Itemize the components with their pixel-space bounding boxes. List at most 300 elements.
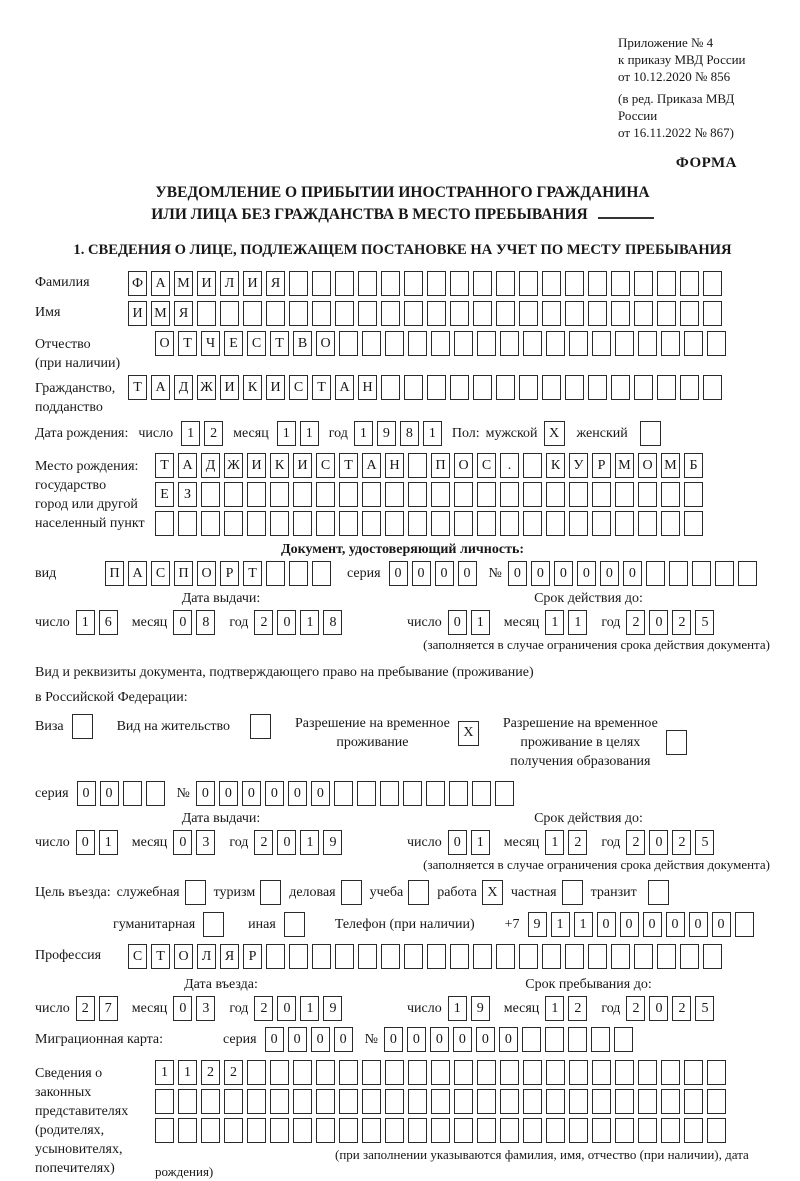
char-cell[interactable]: [381, 375, 400, 400]
purpose-work-checkbox[interactable]: X: [482, 880, 503, 905]
char-cell[interactable]: [404, 944, 423, 969]
char-cell[interactable]: [404, 375, 423, 400]
char-cell[interactable]: У: [569, 453, 588, 478]
char-cell[interactable]: 5: [695, 996, 714, 1021]
char-cell[interactable]: [523, 1060, 542, 1085]
char-cell[interactable]: [247, 1118, 266, 1143]
char-cell[interactable]: О: [197, 561, 216, 586]
char-cell[interactable]: [638, 482, 657, 507]
char-cell[interactable]: К: [546, 453, 565, 478]
char-cell[interactable]: [542, 301, 561, 326]
char-cell[interactable]: 1: [300, 830, 319, 855]
char-cell[interactable]: [588, 301, 607, 326]
char-cell[interactable]: [380, 781, 399, 806]
char-cell[interactable]: [220, 301, 239, 326]
char-cell[interactable]: 0: [265, 1027, 284, 1052]
char-cell[interactable]: 0: [499, 1027, 518, 1052]
char-cell[interactable]: 0: [412, 561, 431, 586]
char-cell[interactable]: 1: [99, 830, 118, 855]
char-cell[interactable]: [312, 944, 331, 969]
char-cell[interactable]: [289, 561, 308, 586]
char-cell[interactable]: П: [431, 453, 450, 478]
char-cell[interactable]: 1: [155, 1060, 174, 1085]
char-cell[interactable]: Н: [385, 453, 404, 478]
char-cell[interactable]: 0: [311, 781, 330, 806]
char-cell[interactable]: [707, 1089, 726, 1114]
char-cell[interactable]: [634, 271, 653, 296]
char-cell[interactable]: 0: [311, 1027, 330, 1052]
char-cell[interactable]: 1: [545, 830, 564, 855]
purpose-humanitarian-checkbox[interactable]: [203, 912, 224, 937]
char-cell[interactable]: [316, 1060, 335, 1085]
char-cell[interactable]: [431, 331, 450, 356]
char-cell[interactable]: [404, 301, 423, 326]
char-cell[interactable]: 0: [288, 1027, 307, 1052]
char-cell[interactable]: Р: [592, 453, 611, 478]
char-cell[interactable]: [224, 511, 243, 536]
char-cell[interactable]: .: [500, 453, 519, 478]
char-cell[interactable]: 0: [288, 781, 307, 806]
char-cell[interactable]: [707, 1118, 726, 1143]
char-cell[interactable]: [450, 944, 469, 969]
char-cell[interactable]: [247, 1089, 266, 1114]
char-cell[interactable]: [431, 1060, 450, 1085]
char-cell[interactable]: [247, 1060, 266, 1085]
char-cell[interactable]: [500, 1118, 519, 1143]
char-cell[interactable]: [568, 1027, 587, 1052]
char-cell[interactable]: [703, 301, 722, 326]
char-cell[interactable]: [500, 331, 519, 356]
char-cell[interactable]: [178, 1118, 197, 1143]
char-cell[interactable]: [477, 331, 496, 356]
char-cell[interactable]: [546, 1089, 565, 1114]
char-cell[interactable]: [473, 301, 492, 326]
char-cell[interactable]: 0: [508, 561, 527, 586]
char-cell[interactable]: 0: [620, 912, 639, 937]
char-cell[interactable]: [450, 301, 469, 326]
char-cell[interactable]: [569, 1089, 588, 1114]
char-cell[interactable]: 0: [448, 610, 467, 635]
char-cell[interactable]: [715, 561, 734, 586]
char-cell[interactable]: [201, 511, 220, 536]
char-cell[interactable]: [477, 1089, 496, 1114]
char-cell[interactable]: 9: [323, 996, 342, 1021]
visa-checkbox[interactable]: [72, 714, 93, 739]
char-cell[interactable]: 1: [545, 610, 564, 635]
char-cell[interactable]: [385, 482, 404, 507]
char-cell[interactable]: 0: [448, 830, 467, 855]
char-cell[interactable]: 0: [334, 1027, 353, 1052]
char-cell[interactable]: 2: [254, 830, 273, 855]
char-cell[interactable]: [408, 453, 427, 478]
char-cell[interactable]: [408, 482, 427, 507]
char-cell[interactable]: [293, 482, 312, 507]
char-cell[interactable]: 2: [626, 830, 645, 855]
char-cell[interactable]: 0: [476, 1027, 495, 1052]
char-cell[interactable]: А: [362, 453, 381, 478]
char-cell[interactable]: 2: [76, 996, 95, 1021]
char-cell[interactable]: [408, 1060, 427, 1085]
char-cell[interactable]: [638, 1060, 657, 1085]
char-cell[interactable]: 5: [695, 610, 714, 635]
char-cell[interactable]: [638, 1118, 657, 1143]
char-cell[interactable]: [477, 1060, 496, 1085]
char-cell[interactable]: 9: [471, 996, 490, 1021]
char-cell[interactable]: 0: [389, 561, 408, 586]
char-cell[interactable]: [684, 1118, 703, 1143]
char-cell[interactable]: И: [293, 453, 312, 478]
char-cell[interactable]: [358, 944, 377, 969]
char-cell[interactable]: 0: [76, 830, 95, 855]
char-cell[interactable]: [615, 511, 634, 536]
char-cell[interactable]: 1: [181, 421, 200, 446]
char-cell[interactable]: И: [197, 271, 216, 296]
char-cell[interactable]: [358, 301, 377, 326]
char-cell[interactable]: [449, 781, 468, 806]
char-cell[interactable]: [519, 944, 538, 969]
char-cell[interactable]: [542, 271, 561, 296]
char-cell[interactable]: 0: [649, 996, 668, 1021]
char-cell[interactable]: [477, 511, 496, 536]
char-cell[interactable]: [546, 482, 565, 507]
char-cell[interactable]: 1: [551, 912, 570, 937]
char-cell[interactable]: 1: [545, 996, 564, 1021]
char-cell[interactable]: П: [105, 561, 124, 586]
char-cell[interactable]: [592, 482, 611, 507]
char-cell[interactable]: 2: [626, 996, 645, 1021]
char-cell[interactable]: 0: [623, 561, 642, 586]
char-cell[interactable]: С: [316, 453, 335, 478]
char-cell[interactable]: [362, 331, 381, 356]
char-cell[interactable]: [680, 271, 699, 296]
char-cell[interactable]: [146, 781, 165, 806]
char-cell[interactable]: 8: [400, 421, 419, 446]
char-cell[interactable]: [588, 271, 607, 296]
char-cell[interactable]: [243, 301, 262, 326]
char-cell[interactable]: Т: [128, 375, 147, 400]
char-cell[interactable]: [519, 271, 538, 296]
char-cell[interactable]: [684, 482, 703, 507]
char-cell[interactable]: [316, 1089, 335, 1114]
char-cell[interactable]: [362, 1118, 381, 1143]
char-cell[interactable]: 0: [712, 912, 731, 937]
char-cell[interactable]: [661, 482, 680, 507]
char-cell[interactable]: [431, 1089, 450, 1114]
char-cell[interactable]: 2: [204, 421, 223, 446]
char-cell[interactable]: [201, 482, 220, 507]
char-cell[interactable]: [155, 1118, 174, 1143]
char-cell[interactable]: 1: [354, 421, 373, 446]
char-cell[interactable]: 0: [173, 996, 192, 1021]
char-cell[interactable]: Т: [339, 453, 358, 478]
char-cell[interactable]: 0: [384, 1027, 403, 1052]
char-cell[interactable]: [312, 271, 331, 296]
char-cell[interactable]: 0: [407, 1027, 426, 1052]
char-cell[interactable]: [735, 912, 754, 937]
char-cell[interactable]: [224, 1118, 243, 1143]
purpose-private-checkbox[interactable]: [562, 880, 583, 905]
char-cell[interactable]: 7: [99, 996, 118, 1021]
char-cell[interactable]: [362, 1089, 381, 1114]
char-cell[interactable]: 9: [528, 912, 547, 937]
char-cell[interactable]: [381, 944, 400, 969]
char-cell[interactable]: И: [243, 271, 262, 296]
char-cell[interactable]: [496, 271, 515, 296]
char-cell[interactable]: [565, 944, 584, 969]
char-cell[interactable]: [197, 301, 216, 326]
char-cell[interactable]: [293, 1118, 312, 1143]
char-cell[interactable]: [381, 271, 400, 296]
char-cell[interactable]: [684, 1089, 703, 1114]
char-cell[interactable]: [500, 511, 519, 536]
char-cell[interactable]: [339, 482, 358, 507]
char-cell[interactable]: [362, 511, 381, 536]
char-cell[interactable]: [680, 375, 699, 400]
char-cell[interactable]: 2: [254, 996, 273, 1021]
char-cell[interactable]: [591, 1027, 610, 1052]
char-cell[interactable]: [496, 944, 515, 969]
char-cell[interactable]: [657, 301, 676, 326]
char-cell[interactable]: [316, 1118, 335, 1143]
char-cell[interactable]: [692, 561, 711, 586]
char-cell[interactable]: 0: [277, 996, 296, 1021]
char-cell[interactable]: [335, 301, 354, 326]
char-cell[interactable]: 3: [196, 996, 215, 1021]
char-cell[interactable]: [334, 781, 353, 806]
char-cell[interactable]: [638, 331, 657, 356]
char-cell[interactable]: С: [247, 331, 266, 356]
char-cell[interactable]: [684, 511, 703, 536]
char-cell[interactable]: К: [270, 453, 289, 478]
char-cell[interactable]: 1: [574, 912, 593, 937]
char-cell[interactable]: [657, 271, 676, 296]
purpose-tourism-checkbox[interactable]: [260, 880, 281, 905]
char-cell[interactable]: [646, 561, 665, 586]
char-cell[interactable]: 2: [672, 996, 691, 1021]
char-cell[interactable]: 0: [554, 561, 573, 586]
char-cell[interactable]: [385, 331, 404, 356]
char-cell[interactable]: М: [174, 271, 193, 296]
char-cell[interactable]: [569, 1118, 588, 1143]
char-cell[interactable]: 0: [265, 781, 284, 806]
char-cell[interactable]: [477, 482, 496, 507]
char-cell[interactable]: Д: [174, 375, 193, 400]
char-cell[interactable]: [569, 482, 588, 507]
char-cell[interactable]: Р: [220, 561, 239, 586]
char-cell[interactable]: 1: [300, 996, 319, 1021]
char-cell[interactable]: [592, 511, 611, 536]
char-cell[interactable]: С: [477, 453, 496, 478]
char-cell[interactable]: [224, 482, 243, 507]
char-cell[interactable]: [224, 1089, 243, 1114]
char-cell[interactable]: 0: [219, 781, 238, 806]
char-cell[interactable]: Р: [243, 944, 262, 969]
char-cell[interactable]: Л: [197, 944, 216, 969]
char-cell[interactable]: [565, 271, 584, 296]
char-cell[interactable]: [357, 781, 376, 806]
char-cell[interactable]: [523, 1118, 542, 1143]
char-cell[interactable]: [611, 301, 630, 326]
char-cell[interactable]: [293, 511, 312, 536]
char-cell[interactable]: [293, 1060, 312, 1085]
char-cell[interactable]: [569, 331, 588, 356]
char-cell[interactable]: [473, 375, 492, 400]
char-cell[interactable]: [495, 781, 514, 806]
char-cell[interactable]: 0: [196, 781, 215, 806]
char-cell[interactable]: [426, 781, 445, 806]
char-cell[interactable]: [289, 944, 308, 969]
char-cell[interactable]: Т: [243, 561, 262, 586]
char-cell[interactable]: [592, 331, 611, 356]
char-cell[interactable]: [178, 1089, 197, 1114]
char-cell[interactable]: [615, 1060, 634, 1085]
char-cell[interactable]: [615, 1118, 634, 1143]
char-cell[interactable]: 2: [626, 610, 645, 635]
char-cell[interactable]: 9: [377, 421, 396, 446]
char-cell[interactable]: [546, 331, 565, 356]
char-cell[interactable]: 1: [76, 610, 95, 635]
char-cell[interactable]: [703, 375, 722, 400]
char-cell[interactable]: [450, 271, 469, 296]
char-cell[interactable]: А: [128, 561, 147, 586]
temp-residence-checkbox[interactable]: X: [458, 721, 479, 746]
char-cell[interactable]: 2: [254, 610, 273, 635]
char-cell[interactable]: [339, 1060, 358, 1085]
char-cell[interactable]: [454, 482, 473, 507]
purpose-other-checkbox[interactable]: [284, 912, 305, 937]
char-cell[interactable]: [339, 331, 358, 356]
char-cell[interactable]: [427, 271, 446, 296]
char-cell[interactable]: [703, 271, 722, 296]
char-cell[interactable]: [472, 781, 491, 806]
char-cell[interactable]: Ж: [224, 453, 243, 478]
purpose-study-checkbox[interactable]: [408, 880, 429, 905]
char-cell[interactable]: [592, 1118, 611, 1143]
char-cell[interactable]: О: [174, 944, 193, 969]
char-cell[interactable]: [408, 1089, 427, 1114]
sex-female-checkbox[interactable]: [640, 421, 661, 446]
char-cell[interactable]: [615, 1089, 634, 1114]
char-cell[interactable]: 2: [201, 1060, 220, 1085]
char-cell[interactable]: [519, 301, 538, 326]
char-cell[interactable]: П: [174, 561, 193, 586]
char-cell[interactable]: Я: [174, 301, 193, 326]
char-cell[interactable]: И: [220, 375, 239, 400]
char-cell[interactable]: 0: [242, 781, 261, 806]
char-cell[interactable]: [611, 944, 630, 969]
char-cell[interactable]: Ж: [197, 375, 216, 400]
char-cell[interactable]: [738, 561, 757, 586]
char-cell[interactable]: 8: [196, 610, 215, 635]
char-cell[interactable]: 1: [300, 610, 319, 635]
char-cell[interactable]: Е: [155, 482, 174, 507]
char-cell[interactable]: [270, 1118, 289, 1143]
char-cell[interactable]: [385, 511, 404, 536]
char-cell[interactable]: И: [128, 301, 147, 326]
char-cell[interactable]: [661, 331, 680, 356]
char-cell[interactable]: [496, 301, 515, 326]
char-cell[interactable]: [270, 482, 289, 507]
char-cell[interactable]: 6: [99, 610, 118, 635]
char-cell[interactable]: [634, 944, 653, 969]
char-cell[interactable]: [408, 331, 427, 356]
char-cell[interactable]: 0: [277, 610, 296, 635]
char-cell[interactable]: [615, 331, 634, 356]
char-cell[interactable]: 0: [666, 912, 685, 937]
char-cell[interactable]: А: [151, 375, 170, 400]
char-cell[interactable]: [335, 271, 354, 296]
purpose-business-checkbox[interactable]: [341, 880, 362, 905]
char-cell[interactable]: В: [293, 331, 312, 356]
char-cell[interactable]: [523, 511, 542, 536]
char-cell[interactable]: Ч: [201, 331, 220, 356]
char-cell[interactable]: [680, 944, 699, 969]
char-cell[interactable]: [614, 1027, 633, 1052]
char-cell[interactable]: 0: [649, 610, 668, 635]
char-cell[interactable]: [496, 375, 515, 400]
char-cell[interactable]: Л: [220, 271, 239, 296]
char-cell[interactable]: [661, 1118, 680, 1143]
char-cell[interactable]: [385, 1118, 404, 1143]
char-cell[interactable]: 5: [695, 830, 714, 855]
char-cell[interactable]: 2: [672, 610, 691, 635]
char-cell[interactable]: [454, 331, 473, 356]
char-cell[interactable]: [404, 271, 423, 296]
char-cell[interactable]: [201, 1089, 220, 1114]
char-cell[interactable]: [545, 1027, 564, 1052]
char-cell[interactable]: [523, 1089, 542, 1114]
char-cell[interactable]: [588, 944, 607, 969]
char-cell[interactable]: [661, 1089, 680, 1114]
char-cell[interactable]: [523, 453, 542, 478]
char-cell[interactable]: [546, 511, 565, 536]
char-cell[interactable]: О: [638, 453, 657, 478]
char-cell[interactable]: 1: [471, 610, 490, 635]
char-cell[interactable]: [680, 301, 699, 326]
char-cell[interactable]: [661, 1060, 680, 1085]
char-cell[interactable]: [546, 1060, 565, 1085]
char-cell[interactable]: [611, 271, 630, 296]
char-cell[interactable]: 0: [173, 610, 192, 635]
char-cell[interactable]: 0: [597, 912, 616, 937]
char-cell[interactable]: [339, 511, 358, 536]
char-cell[interactable]: [500, 1089, 519, 1114]
char-cell[interactable]: [450, 375, 469, 400]
purpose-official-checkbox[interactable]: [185, 880, 206, 905]
char-cell[interactable]: А: [335, 375, 354, 400]
char-cell[interactable]: 1: [471, 830, 490, 855]
char-cell[interactable]: [289, 271, 308, 296]
char-cell[interactable]: [316, 482, 335, 507]
char-cell[interactable]: [684, 331, 703, 356]
char-cell[interactable]: [707, 331, 726, 356]
char-cell[interactable]: 0: [643, 912, 662, 937]
char-cell[interactable]: [454, 1089, 473, 1114]
char-cell[interactable]: [155, 1089, 174, 1114]
char-cell[interactable]: 2: [568, 830, 587, 855]
char-cell[interactable]: Н: [358, 375, 377, 400]
char-cell[interactable]: Б: [684, 453, 703, 478]
char-cell[interactable]: Т: [151, 944, 170, 969]
char-cell[interactable]: О: [155, 331, 174, 356]
char-cell[interactable]: [266, 944, 285, 969]
char-cell[interactable]: [703, 944, 722, 969]
char-cell[interactable]: [592, 1089, 611, 1114]
char-cell[interactable]: [247, 482, 266, 507]
char-cell[interactable]: [155, 511, 174, 536]
char-cell[interactable]: [123, 781, 142, 806]
char-cell[interactable]: [431, 511, 450, 536]
